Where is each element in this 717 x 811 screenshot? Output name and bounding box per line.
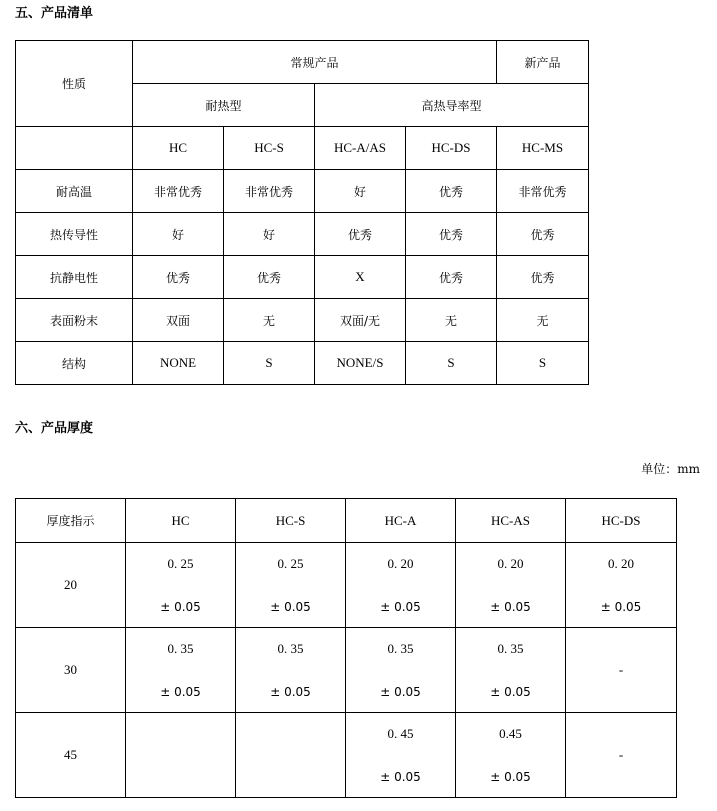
table-cell: 优秀 — [406, 256, 497, 299]
regular-products-header: 常规产品 — [133, 41, 497, 84]
model-header-hc-s: HC-S — [236, 499, 346, 543]
row-label: 表面粉末 — [16, 299, 133, 342]
empty-cell — [126, 713, 236, 798]
section-5-title: 五、产品清单 — [15, 6, 94, 21]
table-cell: 非常优秀 — [224, 170, 315, 213]
thickness-table — [15, 498, 677, 798]
table-cell: 优秀 — [406, 213, 497, 256]
table-cell — [126, 628, 236, 713]
model-header-hc-ds: HC-DS — [566, 499, 677, 543]
table-cell: 无 — [406, 299, 497, 342]
model-header-hc: HC — [133, 127, 224, 170]
thickness-value: 0. 45 — [387, 726, 414, 741]
empty-cell — [16, 127, 133, 170]
table-cell: 优秀 — [133, 256, 224, 299]
tolerance-value: ± 0.05 — [600, 600, 642, 614]
table-cell — [346, 543, 456, 628]
table-row — [16, 713, 677, 798]
thickness-label: 30 — [16, 628, 126, 713]
thickness-header: 厚度指示 — [16, 499, 126, 543]
unit-label — [600, 461, 700, 477]
table-cell: NONE — [133, 342, 224, 385]
table-cell: NONE/S — [315, 342, 406, 385]
tolerance-value: ± 0.05 — [160, 600, 201, 614]
table-cell: 优秀 — [315, 213, 406, 256]
thickness-value: 0.45 — [499, 726, 522, 741]
high-conductive-header: 高热导率型 — [315, 84, 589, 127]
model-header-hc: HC — [126, 499, 236, 543]
thickness-value: 0. 20 — [608, 556, 634, 571]
empty-cell — [236, 713, 346, 798]
table-cell: 双面 — [133, 299, 224, 342]
tolerance-value: ± 0.05 — [380, 600, 421, 614]
thickness-value: 0. 25 — [167, 556, 194, 571]
table-cell: 优秀 — [224, 256, 315, 299]
thickness-value: 0. 20 — [497, 556, 524, 571]
table-row — [16, 256, 589, 299]
table-row — [16, 543, 677, 628]
table-cell — [236, 543, 346, 628]
table-cell: 无 — [497, 299, 589, 342]
table-cell: - — [566, 628, 677, 713]
table-cell — [566, 543, 677, 628]
table-cell — [346, 628, 456, 713]
property-header: 性质 — [16, 41, 133, 127]
section-6-title: 六、产品厚度 — [15, 421, 94, 436]
table-cell: S — [406, 342, 497, 385]
table-cell: 优秀 — [406, 170, 497, 213]
tolerance-value: ± 0.05 — [380, 770, 421, 784]
table-cell: 优秀 — [497, 256, 589, 299]
tolerance-value: ± 0.05 — [490, 600, 531, 614]
table-cell: S — [224, 342, 315, 385]
tolerance-value: ± 0.05 — [380, 685, 421, 699]
product-list-table — [15, 40, 589, 385]
table-cell: 优秀 — [497, 213, 589, 256]
table-cell: - — [566, 713, 677, 798]
tolerance-value: ± 0.05 — [490, 770, 531, 784]
thickness-label: 20 — [16, 543, 126, 628]
table-cell: 好 — [315, 170, 406, 213]
table-row — [16, 213, 589, 256]
thickness-value: 0. 35 — [277, 641, 304, 656]
table-row — [16, 342, 589, 385]
model-header-hc-ms: HC-MS — [497, 127, 589, 170]
tolerance-value: ± 0.05 — [270, 685, 311, 699]
row-label: 耐高温 — [16, 170, 133, 213]
thickness-value: 0. 25 — [277, 556, 304, 571]
model-header-hc-ds: HC-DS — [406, 127, 497, 170]
thickness-value: 0. 20 — [387, 556, 414, 571]
table-row — [16, 628, 677, 713]
table-cell: 非常优秀 — [133, 170, 224, 213]
table-cell — [456, 713, 566, 798]
table-cell: 非常优秀 — [497, 170, 589, 213]
tolerance-value: ± 0.05 — [160, 685, 201, 699]
table-cell — [346, 713, 456, 798]
tolerance-value: ± 0.05 — [490, 685, 531, 699]
table-cell — [236, 628, 346, 713]
row-label: 结构 — [16, 342, 133, 385]
thickness-value: 0. 35 — [167, 641, 194, 656]
model-header-hc-a-as: HC-A/AS — [315, 127, 406, 170]
thickness-value: 0. 35 — [387, 641, 414, 656]
table-cell: X — [315, 256, 406, 299]
table-row — [16, 299, 589, 342]
model-header-hc-s: HC-S — [224, 127, 315, 170]
unit-value: mm — [677, 462, 700, 476]
unit-label-text: 单位： — [641, 462, 678, 476]
table-cell: 无 — [224, 299, 315, 342]
table-cell: 好 — [133, 213, 224, 256]
thickness-value: 0. 35 — [497, 641, 524, 656]
row-label: 热传导性 — [16, 213, 133, 256]
tolerance-value: ± 0.05 — [270, 600, 311, 614]
thickness-label: 45 — [16, 713, 126, 798]
row-label: 抗静电性 — [16, 256, 133, 299]
table-cell: 好 — [224, 213, 315, 256]
model-header-hc-a: HC-A — [346, 499, 456, 543]
table-cell — [456, 628, 566, 713]
table-cell — [456, 543, 566, 628]
heat-resistant-header: 耐热型 — [133, 84, 315, 127]
table-cell — [126, 543, 236, 628]
model-header-hc-as: HC-AS — [456, 499, 566, 543]
table-row — [16, 170, 589, 213]
table-cell: 双面/无 — [315, 299, 406, 342]
new-products-header: 新产品 — [497, 41, 589, 84]
table-cell: S — [497, 342, 589, 385]
